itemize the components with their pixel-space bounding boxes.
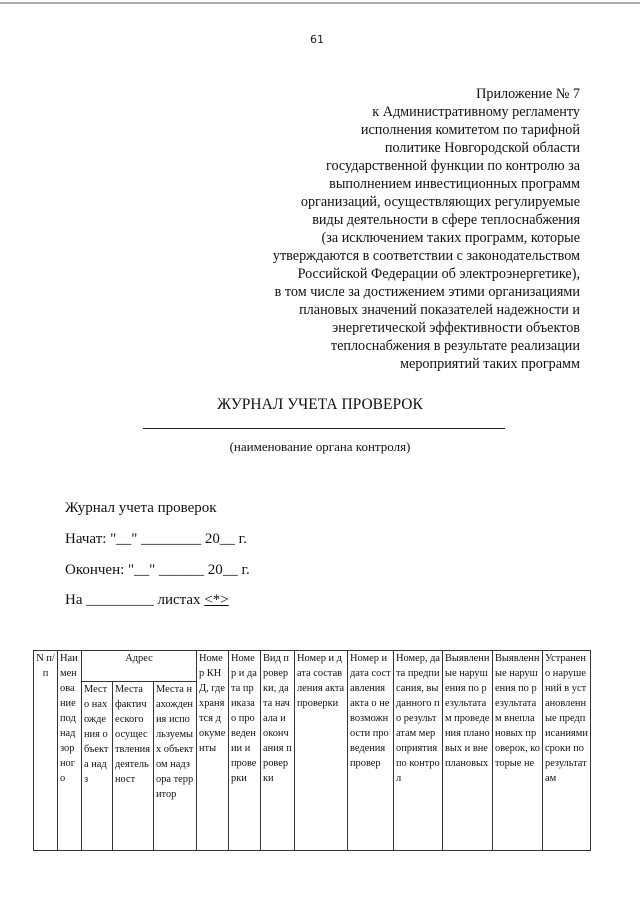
footnote-link[interactable]: <*> xyxy=(204,592,229,608)
header-address-activity: Места фактического осуществления деятельност xyxy=(113,682,154,851)
inspection-journal-table xyxy=(33,650,591,851)
header-unplanned-violations: Выявленные нарушения по результатам внеплановых проверок, которые не xyxy=(493,651,543,851)
sheets-prefix: На _________ листах xyxy=(65,592,205,608)
appendix-line: исполнения комитетом по тарифной xyxy=(360,122,580,138)
page-number: 61 xyxy=(310,33,324,46)
sheets-line xyxy=(65,592,229,609)
header-order: Номер и дата приказа о проведении и проверки xyxy=(229,651,261,851)
appendix-header xyxy=(180,85,580,373)
ended-line: Окончен: "__" ______ 20__ г. xyxy=(65,562,250,578)
header-violations: Выявленные нарушения по результатам проведения плановых и внеплановых xyxy=(443,651,493,851)
appendix-line: Приложение № 7 xyxy=(476,86,580,102)
header-impossibility-act: Номер и дата составления акта о невозможности проведения провер xyxy=(348,651,394,851)
org-name-caption: (наименование органа контроля) xyxy=(229,439,411,454)
appendix-line: организаций, осуществляющих регулируемые xyxy=(300,194,580,210)
appendix-line: политике Новгородской области xyxy=(384,140,580,156)
appendix-line: к Административному регламенту xyxy=(372,104,580,120)
header-prescription: Номер, дата предписания, выданного по результатам мероприятия по контрол xyxy=(394,651,443,851)
header-eliminated: Устранено нарушений в установленные предписаниями сроки по результатам xyxy=(543,651,591,851)
appendix-line: плановых значений показателей надежности и xyxy=(299,302,580,318)
scan-top-border xyxy=(0,2,640,4)
appendix-line: мероприятий таких программ xyxy=(400,356,580,372)
header-act: Номер и дата составления акта проверки xyxy=(295,651,348,851)
header-inspection-kind: Вид проверки, дата начала и окончания проверки xyxy=(261,651,295,851)
appendix-line: теплоснабжения в результате реализации xyxy=(330,338,580,354)
journal-title: ЖУРНАЛ УЧЕТА ПРОВЕРОК xyxy=(217,396,423,413)
header-address-location: Место нахождения объекта надз xyxy=(82,682,113,851)
appendix-line: Российской Федерации об электроэнергетике), xyxy=(297,266,580,282)
header-doc-storage: Номер КНД, где хранятся документы xyxy=(197,651,229,851)
journal-label: Журнал учета проверок xyxy=(65,500,217,516)
org-name-blank-line xyxy=(143,428,505,429)
started-line: Начат: "__" ________ 20__ г. xyxy=(65,531,247,547)
header-name: Наименование поднадзорного xyxy=(58,651,82,851)
appendix-line: государственной функции по контролю за xyxy=(326,158,580,174)
header-address: Адрес xyxy=(82,651,197,682)
appendix-line: в том числе за достижением этими организациями xyxy=(274,284,580,300)
header-num: N п/п xyxy=(34,651,58,851)
appendix-line: энергетической эффективности объектов xyxy=(332,320,580,336)
appendix-line: виды деятельности в сфере теплоснабжения xyxy=(312,212,580,228)
header-address-used-objects: Места нахождения используемых объектом надзора территор xyxy=(154,682,197,851)
appendix-line: (за исключением таких программ, которые xyxy=(321,230,580,246)
appendix-line: утверждаются в соответствии с законодательством xyxy=(272,248,580,264)
appendix-line: выполнением инвестиционных программ xyxy=(329,176,580,192)
